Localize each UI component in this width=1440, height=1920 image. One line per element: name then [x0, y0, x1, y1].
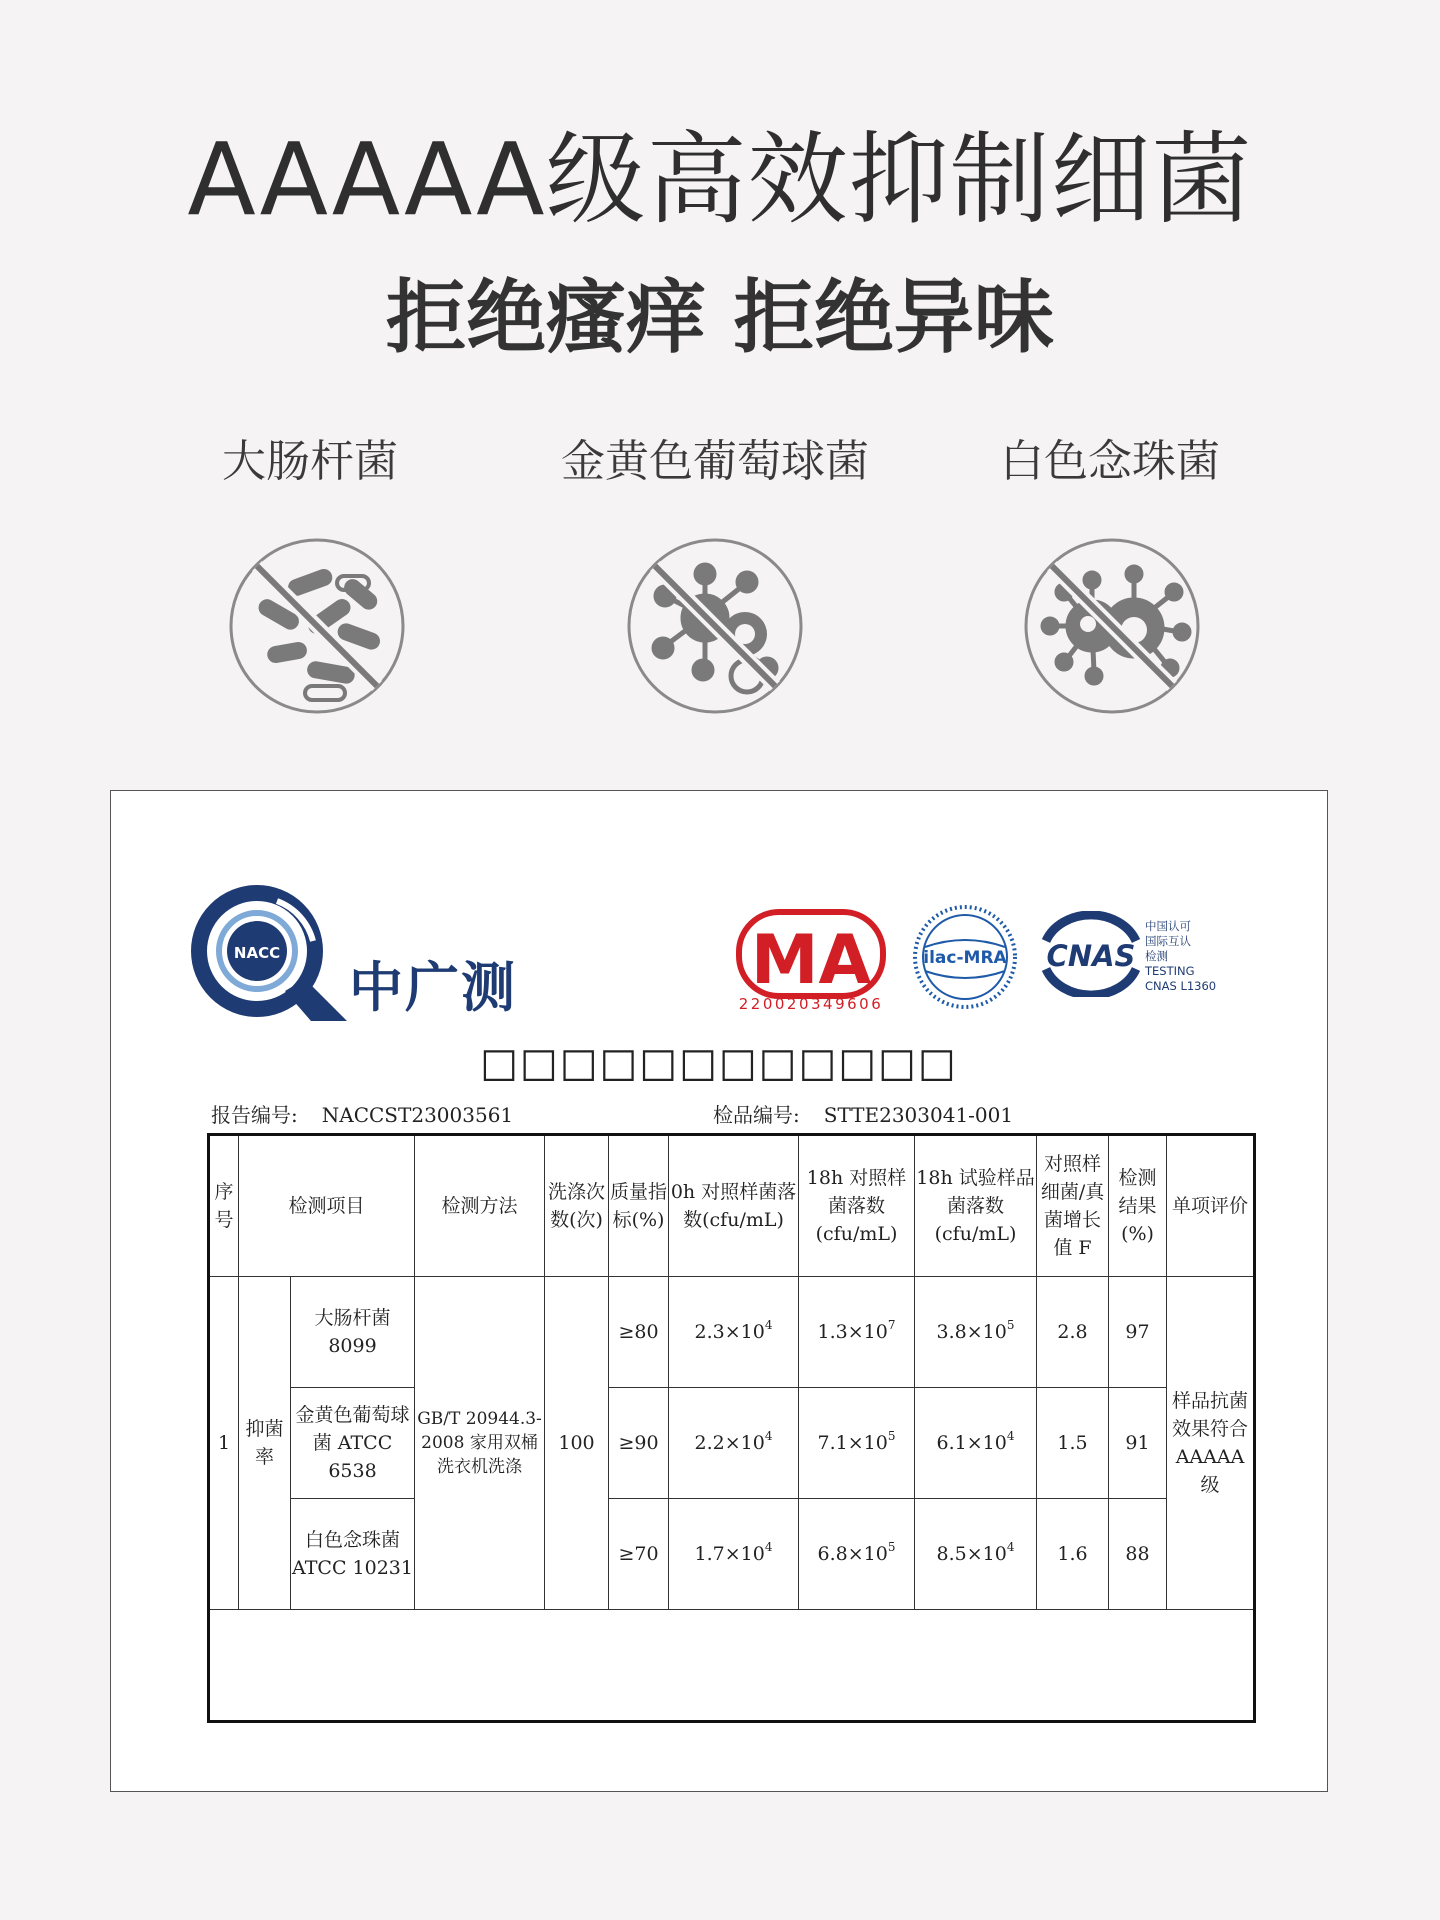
coccus-bacteria-crossed-icon: [625, 536, 805, 716]
ilac-text: ilac-MRA: [923, 948, 1007, 968]
report-title: □□□□□□□□□□□□: [480, 1040, 958, 1086]
rod-bacteria-crossed-icon: [227, 536, 407, 716]
result-cell: 88: [1109, 1499, 1167, 1610]
table-row: [209, 1277, 1255, 1388]
test-18h-cell: $6.1\times 10^4$: [915, 1388, 1037, 1499]
result-cell: 97: [1109, 1277, 1167, 1388]
quality-index-cell: ≥90: [609, 1388, 669, 1499]
control-0h-cell: $2.2\times 10^4$: [669, 1388, 799, 1499]
bacteria-label-candida: 白色念珠菌: [1000, 436, 1220, 487]
sample-number: 检品编号: STTE2303041-001: [713, 1103, 1014, 1127]
control-18h-cell: $1.3\times 10^7$: [799, 1277, 915, 1388]
test-report: [110, 790, 1328, 1792]
cma-number: 220020349606: [738, 995, 884, 1013]
index-cell: 1: [209, 1277, 239, 1610]
cma-logo-icon: [736, 909, 886, 1005]
control-18h-cell: $7.1\times 10^5$: [799, 1388, 915, 1499]
growth-f-cell: 1.6: [1037, 1499, 1109, 1610]
growth-f-cell: 2.8: [1037, 1277, 1109, 1388]
header-cell: 0h 对照样菌落数(cfu/mL): [669, 1135, 799, 1277]
brand-name: 中广测: [349, 956, 517, 1019]
growth-f-cell: 1.5: [1037, 1388, 1109, 1499]
headline: AAAAA级高效抑制细菌: [187, 121, 1253, 238]
cnas-text: CNAS: [1046, 939, 1136, 973]
item-cell: 抑菌率: [239, 1277, 291, 1610]
report-number: 报告编号: NACCST23003561: [211, 1103, 514, 1127]
svg-text:MA: MA: [750, 921, 872, 1000]
header-cell: 18h 试验样品菌落数(cfu/mL): [915, 1135, 1037, 1277]
quality-index-cell: ≥70: [609, 1499, 669, 1610]
header-cell: 质量指标(%): [609, 1135, 669, 1277]
bacteria-name-cell: 金黄色葡萄球菌 ATCC 6538: [291, 1388, 415, 1499]
cnas-caption: 中国认可 国际互认 检测 TESTING CNAS L1360: [1145, 919, 1217, 993]
ilac-mra-logo-icon: [911, 903, 1019, 1011]
header-cell: 检测方法: [415, 1135, 545, 1277]
fungus-crossed-icon: [1022, 536, 1202, 716]
result-cell: 91: [1109, 1388, 1167, 1499]
blank-row: [209, 1610, 1255, 1722]
bacteria-label-ecoli: 大肠杆菌: [222, 436, 398, 487]
header-cell: 对照样细菌/真菌增长值 F: [1037, 1135, 1109, 1277]
nacc-badge-text: NACC: [233, 944, 281, 962]
header-cell: 序号: [209, 1135, 239, 1277]
bacteria-name-cell: 大肠杆菌 8099: [291, 1277, 415, 1388]
wash-times-cell: 100: [545, 1277, 609, 1610]
method-cell: GB/T 20944.3-2008 家用双桶洗衣机洗涤: [415, 1277, 545, 1610]
bacteria-label-staph: 金黄色葡萄球菌: [561, 436, 869, 487]
control-0h-cell: $1.7\times 10^4$: [669, 1499, 799, 1610]
evaluation-cell: 样品抗菌效果符合AAAAA级: [1167, 1277, 1255, 1610]
cnas-logo-icon: [1036, 911, 1146, 997]
test-18h-cell: $8.5\times 10^4$: [915, 1499, 1037, 1610]
header-cell: 单项评价: [1167, 1135, 1255, 1277]
table-row: [209, 1388, 1255, 1499]
results-table: [207, 1133, 1256, 1723]
header-cell: 检测项目: [239, 1135, 415, 1277]
test-18h-cell: $3.8\times 10^5$: [915, 1277, 1037, 1388]
subheadline: 拒绝瘙痒 拒绝异味: [386, 271, 1054, 364]
header-cell: 洗涤次数(次): [545, 1135, 609, 1277]
control-18h-cell: $6.8\times 10^5$: [799, 1499, 915, 1610]
control-0h-cell: $2.3\times 10^4$: [669, 1277, 799, 1388]
quality-index-cell: ≥80: [609, 1277, 669, 1388]
bacteria-name-cell: 白色念珠菌 ATCC 10231: [291, 1499, 415, 1610]
header-cell: 18h 对照样菌落数(cfu/mL): [799, 1135, 915, 1277]
header-cell: 检测结果(%): [1109, 1135, 1167, 1277]
table-row: [209, 1499, 1255, 1610]
table-header: [209, 1135, 1255, 1277]
